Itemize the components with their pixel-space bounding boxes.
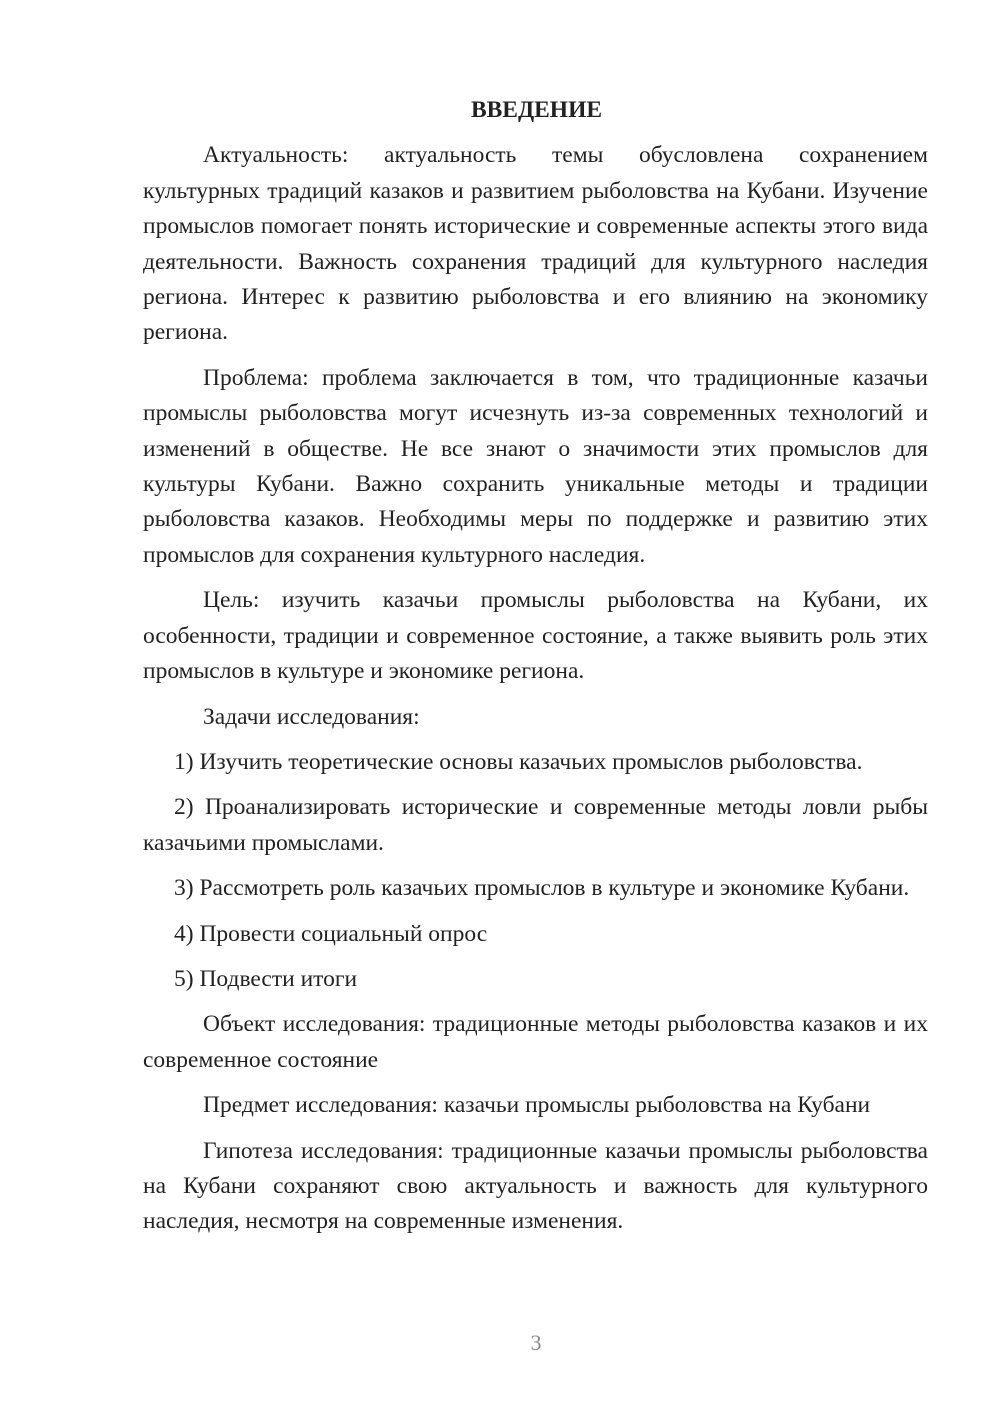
- task-item-2: 2) Проанализировать исторические и современные методы ловли рыбы казачьими промыслами.: [143, 794, 928, 856]
- task-item-3: 3) Рассмотреть роль казачьих промыслов в культуре и экономике Кубани.: [174, 875, 910, 902]
- task-item-5: 5) Подвести итоги: [174, 965, 358, 992]
- paragraph-relevance: Актуальность: актуальность темы обусловлена сохранением культурных традиций казаков и развитием рыболовства на Кубани. Изучение промыслов помогает понять исторические и современные аспекты этого вида деятельности. Важность сохранения традиций для культурного наследия региона. Интерес к развитию рыболовства и его влиянию на экономику региона.: [143, 142, 928, 346]
- paragraph-object: Объект исследования: традиционные методы рыболовства казаков и их современное состояние: [143, 1011, 928, 1073]
- tasks-heading: Задачи исследования:: [203, 703, 420, 730]
- paragraph-problem: Проблема: проблема заключается в том, что традиционные казачьи промыслы рыболовства могут исчезнуть из-за современных технологий и изменений в обществе. Не все знают о значимости этих промыслов для культуры Кубани. Важно сохранить уникальные методы и традиции рыболовства казаков. Необходимы меры по поддержке и развитию этих промыслов для сохранения культурного наследия.: [143, 364, 928, 568]
- paragraph-hypothesis: Гипотеза исследования: традиционные казачьи промыслы рыболовства на Кубани сохраняют свою актуальность и важность для культурного наследия, несмотря на современные изменения.: [143, 1137, 928, 1235]
- document-page: [143, 93, 928, 1250]
- paragraph-goal: Цель: изучить казачьи промыслы рыболовства на Кубани, их особенности, традиции и современное состояние, а также выявить роль этих промыслов в культуре и экономике региона.: [143, 587, 928, 685]
- task-item-1: 1) Изучить теоретические основы казачьих промыслов рыболовства.: [174, 748, 863, 775]
- section-title: ВВЕДЕНИЕ: [470, 97, 603, 123]
- task-item-4: 4) Провести социальный опрос: [174, 920, 488, 947]
- page-number: 3: [530, 1330, 542, 1355]
- paragraph-subject: Предмет исследования: казачьи промыслы рыболовства на Кубани: [203, 1092, 871, 1119]
